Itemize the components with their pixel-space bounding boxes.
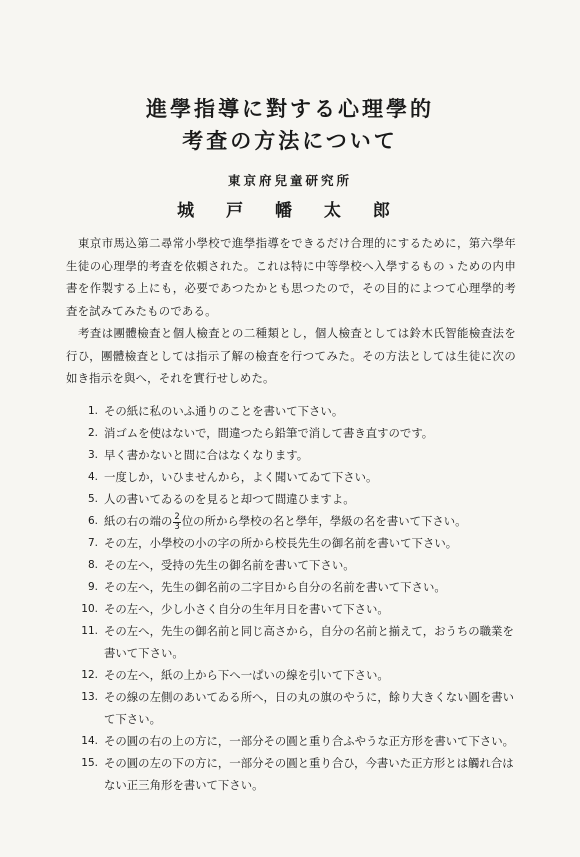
instruction-list [66, 400, 521, 796]
item-number: 11. [81, 625, 98, 637]
item-text: その左へ，少し小さく自分の生年月日を書いて下さい。 [104, 602, 389, 616]
fraction [173, 513, 180, 532]
item-number: 12. [81, 669, 98, 681]
item-number: 3. [87, 449, 98, 461]
item-number: 5. [87, 493, 98, 505]
item-text: その圓の左の下の方に，一部分その圓と重り合ひ，今書いた正方形とは觸れ合はない正三角形を書いて下さい。 [104, 756, 514, 792]
item-text: その紙に私のいふ通りのことを書いて下さい。 [104, 404, 344, 418]
author-name: 城 戸 幡 太 郎 [177, 201, 403, 221]
item-text: その左へ，受持の先生の御名前を書いて下さい。 [104, 558, 355, 572]
item-text-post: 位の所から學校の名と學年，學級の名を書いて下さい。 [181, 514, 467, 528]
item-number: 1. [87, 405, 98, 417]
item-text: その圓の右の上の方に，一部分その圓と重り合ふやうな正方形を書いて下さい。 [104, 734, 515, 748]
item-number: 9. [87, 581, 98, 593]
item-text: 早く書かないと間に合はなくなります。 [104, 448, 309, 462]
item-number: 6. [87, 515, 98, 527]
item-number: 13. [81, 691, 98, 703]
item-text: 人の書いてゐるのを見ると却つて間違ひますよ。 [104, 492, 355, 506]
list-item [66, 598, 521, 620]
list-item [66, 576, 521, 598]
item-number: 14. [81, 735, 98, 747]
list-item [66, 730, 521, 752]
item-number: 10. [81, 603, 98, 615]
list-item [66, 444, 521, 466]
item-text: その左，小學校の小の字の所から校長先生の御名前を書いて下さい。 [104, 536, 458, 550]
list-item [66, 422, 521, 444]
list-item [66, 532, 521, 554]
item-number: 4. [87, 471, 98, 483]
item-text-pre: 紙の右の端の [104, 514, 173, 528]
list-item [66, 466, 521, 488]
list-item [66, 510, 521, 532]
intro-paragraph: 東京市馬込第二尋常小學校で進學指導をできるだけ合理的にするために，第六學年生徒の心理學的考査を依頼された。これは特に中等學校へ入學するものゝための内申書を作製する上にも，必要であつたかとも思つたので，その目的によつて心理學的考査を試みてみたものである。 [66, 236, 516, 318]
item-text: その左へ，先生の御名前の二字目から自分の名前を書いて下さい。 [104, 580, 446, 594]
item-text: その線の左側のあいてゐる所へ，日の丸の旗のやうに，餘り大きくない圓を書いて下さい。 [104, 690, 515, 726]
item-text: その左へ，先生の御名前と同じ高さから，自分の名前と揃えて，おうちの職業を書いて下さい。 [104, 624, 514, 660]
list-item [66, 664, 521, 686]
item-text: 消ゴムを使はないで，間違つたら鉛筆で消して書き直すのです。 [104, 426, 434, 440]
fraction-numerator: 2 [174, 511, 180, 522]
list-item [66, 686, 521, 730]
list-item [66, 554, 521, 576]
item-text: 一度しか，いひませんから，よく聞いてゐて下さい。 [104, 470, 378, 484]
item-number: 2. [87, 427, 98, 439]
affiliation: 東京府兒童研究所 [227, 173, 352, 188]
item-number: 8. [87, 559, 98, 571]
list-item [66, 620, 521, 664]
title-line-1: 進學指導に對する心理學的 [146, 96, 434, 121]
method-paragraph: 考査は團體檢査と個人檢査との二種類とし，個人檢査としては鈴木氏智能檢査法を行ひ，團體檢査としては指示了解の檢査を行つてみた。その方法としては生徒に次の如き指示を與へ，それを實行せしめた。 [66, 326, 516, 385]
list-item [66, 752, 521, 796]
title-line-2: 考査の方法について [182, 128, 398, 153]
list-item [66, 400, 521, 422]
item-number: 15. [81, 757, 98, 769]
fraction-denominator: 3 [174, 521, 180, 532]
list-item [66, 488, 521, 510]
item-number: 7. [87, 537, 98, 549]
item-text: その左へ，紙の上から下へ一ぱいの線を引いて下さい。 [104, 668, 389, 682]
